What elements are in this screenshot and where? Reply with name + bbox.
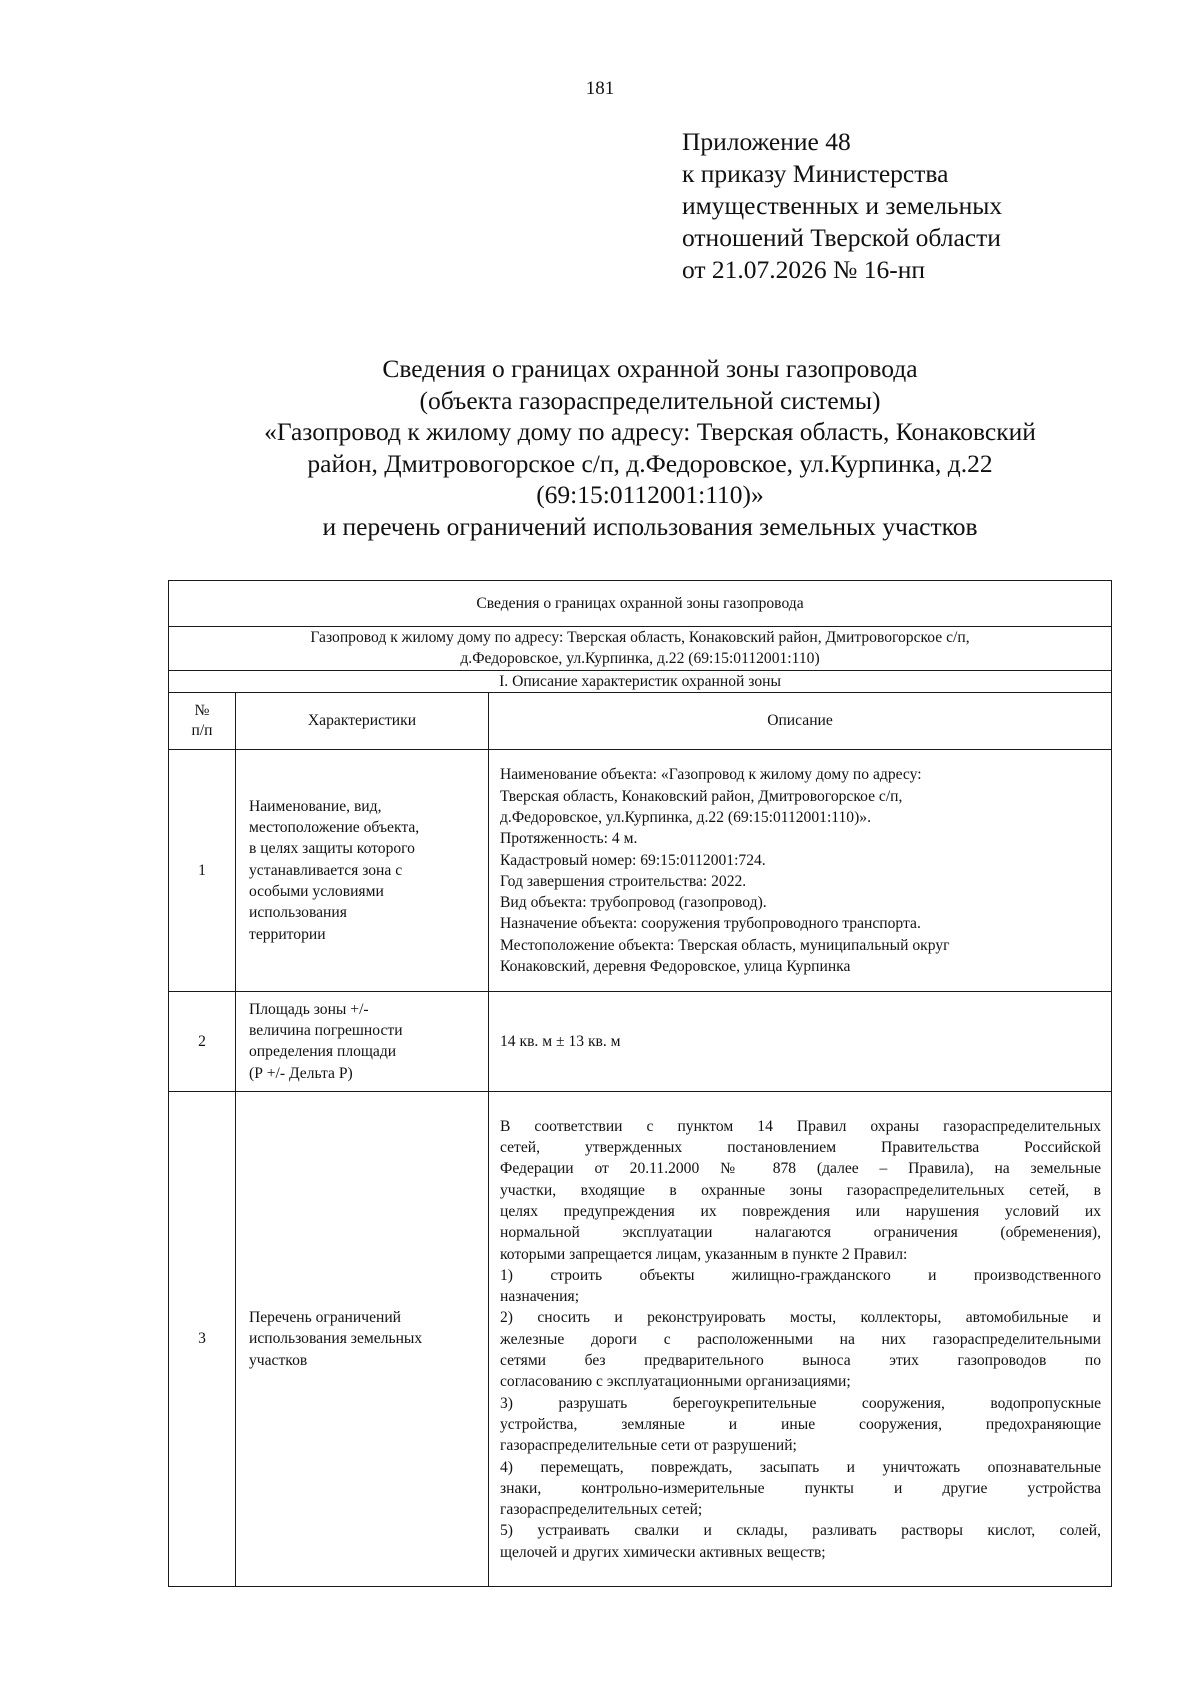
- description-line: Наименование объекта: «Газопровод к жилому дому по адресу:: [500, 766, 922, 784]
- description-line: нормальной эксплуатации налагаются ограничения (обременения),: [500, 1224, 1102, 1242]
- description-line: газораспределительные сети от разрушений;: [500, 1437, 797, 1455]
- row-characteristic: [236, 1091, 489, 1586]
- title-line: район, Дмитровогорское с/п, д.Федоровское, ул.Курпинка, д.22: [307, 448, 993, 478]
- description-line: д.Федоровское, ул.Курпинка, д.22 (69:15:0112001:110)».: [500, 809, 871, 826]
- description-line: Назначение объекта: сооружения трубопроводного транспорта.: [500, 915, 921, 933]
- characteristic-line: использования: [249, 904, 347, 922]
- description-line: 1) строить объекты жилищно-гражданского и производственного: [500, 1266, 1102, 1284]
- description-line: знаки, контрольно-измерительные пункты и другие устройства: [500, 1479, 1102, 1497]
- appendix-line: от 21.07.2026 № 16-нп: [682, 255, 926, 284]
- row-number: 3: [169, 1091, 236, 1586]
- characteristic-line: (Р +/- Дельта Р): [249, 1064, 353, 1082]
- description-line: Вид объекта: трубопровод (газопровод).: [500, 894, 767, 912]
- appendix-line: имущественных и земельных: [682, 191, 1003, 220]
- description-line: 3) разрушать берегоукрепительные сооружения, водопропускные: [500, 1394, 1102, 1412]
- description-line: 2) сносить и реконструировать мосты, коллекторы, автомобильные и: [500, 1309, 1102, 1327]
- table-object-row: [169, 627, 1112, 671]
- description-line: сетями без предварительного выноса этих газопроводов по: [500, 1352, 1102, 1370]
- description-line: Конаковский, деревня Федоровское, улица Курпинка: [500, 958, 851, 976]
- title-line: и перечень ограничений использования земельных участков: [322, 511, 978, 541]
- description-line: устройства, земляные и иные сооружения, предохраняющие: [500, 1415, 1102, 1433]
- description-line: 5) устраивать свалки и склады, разливать растворы кислот, солей,: [500, 1522, 1102, 1540]
- row-description: [489, 1091, 1112, 1586]
- description-line: В соответствии с пунктом 14 Правил охраны газораспределительных: [500, 1117, 1102, 1135]
- appendix-block: [682, 126, 1002, 286]
- appendix-line: Приложение 48: [682, 127, 851, 156]
- title-line: Сведения о границах охранной зоны газопровода: [382, 354, 918, 383]
- object-line: Газопровод к жилому дому по адресу: Тверская область, Конаковский район, Дмитровогорское с/п,: [310, 629, 970, 646]
- table-section-title: I. Описание характеристик охранной зоны: [169, 670, 1112, 692]
- column-header-number-line: №: [194, 701, 210, 719]
- description-line: назначения;: [500, 1288, 580, 1306]
- row-description: [489, 991, 1112, 1091]
- table-heading: Сведения о границах охранной зоны газопровода: [169, 581, 1112, 627]
- row-number: 2: [169, 991, 236, 1091]
- description-line: 14 кв. м ± 13 кв. м: [500, 1033, 621, 1051]
- table-object-name: [169, 627, 1112, 671]
- characteristic-line: территории: [249, 925, 326, 943]
- description-line: Местоположение объекта: Тверская область, муниципальный округ: [500, 936, 950, 954]
- appendix-line: к приказу Министерства: [682, 159, 949, 188]
- title-line: «Газопровод к жилому дому по адресу: Тверская область, Конаковский: [264, 417, 1036, 446]
- description-line: железные дороги с расположенными на них газораспределительными: [500, 1330, 1102, 1348]
- description-line: 4) перемещать, повреждать, засыпать и уничтожать опознавательные: [500, 1458, 1102, 1476]
- description-line: целях предупреждения их повреждения или нарушения условий их: [500, 1202, 1102, 1220]
- description-line: которыми запрещается лицам, указанным в пункте 2 Правил:: [500, 1245, 908, 1263]
- description-line: щелочей и других химически активных веществ;: [500, 1543, 826, 1561]
- description-line: участки, входящие в охранные зоны газораспределительных сетей, в: [500, 1181, 1102, 1199]
- title-line: (69:15:0112001:110)»: [536, 480, 764, 509]
- column-header-description: Описание: [489, 692, 1112, 749]
- row-number: 1: [169, 749, 236, 991]
- description-line: сетей, утвержденных постановлением Правительства Российской: [500, 1139, 1102, 1157]
- zone-info-table: [168, 580, 1112, 1587]
- description-line: Кадастровый номер: 69:15:0112001:724.: [500, 851, 766, 869]
- row-description: [489, 749, 1112, 991]
- table-row: [169, 749, 1112, 991]
- table-row: [169, 991, 1112, 1091]
- description-line: Федерации от 20.11.2000 № 878 (далее – Правила), на земельные: [500, 1160, 1102, 1178]
- characteristic-line: местоположение объекта,: [249, 819, 420, 837]
- characteristic-line: определения площади: [249, 1043, 397, 1061]
- description-line: согласованию с эксплуатационными организациями;: [500, 1373, 851, 1391]
- table-column-header-row: [169, 692, 1112, 749]
- appendix-line: отношений Тверской области: [682, 223, 1001, 252]
- row-characteristic: [236, 991, 489, 1091]
- object-line: д.Федоровское, ул.Курпинка, д.22 (69:15:0112001:110): [460, 650, 820, 668]
- row-characteristic: [236, 749, 489, 991]
- characteristic-line: Перечень ограничений: [249, 1308, 402, 1326]
- characteristic-line: особыми условиями: [249, 883, 384, 901]
- characteristic-line: Площадь зоны +/-: [249, 1000, 369, 1018]
- characteristic-line: участков: [249, 1351, 308, 1369]
- title-line: (объекта газораспределительной системы): [419, 385, 881, 415]
- description-line: Протяженность: 4 м.: [500, 830, 638, 848]
- column-header-characteristic: Характеристики: [236, 692, 489, 749]
- document-title: [150, 353, 1150, 542]
- description-line: Год завершения строительства: 2022.: [500, 872, 747, 890]
- characteristic-line: Наименование, вид,: [249, 797, 382, 815]
- column-header-number: [169, 692, 236, 749]
- table-section-row: [169, 670, 1112, 692]
- page-number: 181: [585, 78, 615, 99]
- characteristic-line: в целях защиты которого: [249, 840, 415, 858]
- characteristic-line: использования земельных: [249, 1330, 423, 1348]
- description-line: газораспределительных сетей;: [500, 1501, 703, 1519]
- characteristic-line: величина погрешности: [249, 1022, 403, 1040]
- description-line: Тверская область, Конаковский район, Дмитровогорское с/п,: [500, 787, 903, 805]
- table-row: [169, 1091, 1112, 1586]
- table-heading-row: [169, 581, 1112, 627]
- column-header-number-line: п/п: [191, 721, 213, 739]
- characteristic-line: устанавливается зона с: [249, 861, 403, 879]
